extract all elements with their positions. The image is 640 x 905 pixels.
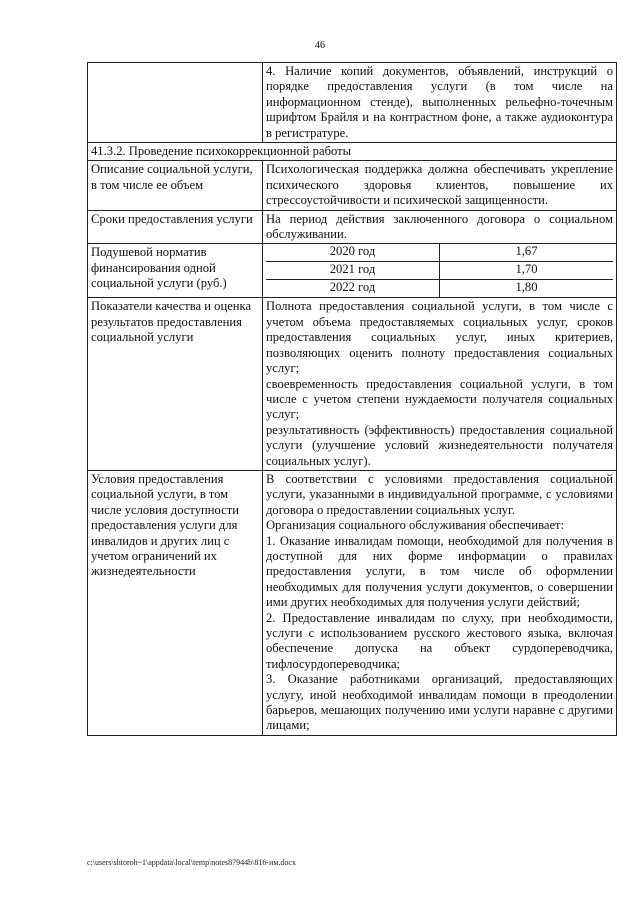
description-label: Описание социальной услуги, в том числе ее объем: [88, 161, 263, 210]
table-row: [88, 470, 617, 735]
conditions-paragraph: В соответствии с условиями предоставления социальной услуги, указанными в индивидуальной программе, с условиями договора о предоставлении социальных услуг.: [266, 471, 613, 517]
quality-paragraph: своевременность предоставления социальной услуги, в том числе с учетом степени нуждаемости получателя социальных услуг;: [266, 376, 613, 422]
conditions-paragraph: 3. Оказание работниками организаций, предоставляющих услугу, иной необходимой инвалидам помощи в преодолении барьеров, мешающих получению ими услуги наравне с другими лицами;: [266, 672, 613, 733]
table-row: [88, 161, 617, 210]
services-table: [87, 62, 617, 736]
norm-value: 1,70: [440, 262, 614, 280]
braille-item-text: 4. Наличие копий документов, объявлений, инструкций о порядке предоставления услуги (в том числе на информационном стенде), выполненных рельефно-точечным шрифтом Брайля и на контрастном фоне, а также аудиоконтура в регистратуре.: [263, 63, 617, 143]
norm-year: 2021 год: [266, 262, 440, 280]
norm-value: 1,67: [440, 244, 614, 262]
norm-values-table: [266, 244, 613, 297]
description-text: Психологическая поддержка должна обеспечивать укрепление психического здоровья клиентов, повышение их стрессоустойчивости и психической защищенности.: [263, 161, 617, 210]
table-row: [88, 244, 617, 298]
norm-row: [266, 262, 613, 280]
file-path-footer: c:\users\shtoroh~1\appdata\local\temp\notes87944b\816-им.docx: [87, 858, 296, 867]
terms-label: Сроки предоставления услуги: [88, 210, 263, 244]
norm-row: [266, 280, 613, 298]
norm-label: Подушевой норматив финансирования одной социальной услуги (руб.): [88, 244, 263, 298]
table-row: [88, 63, 617, 143]
norm-values-cell: [263, 244, 617, 298]
quality-paragraph: Полнота предоставления социальной услуги, в том числе с учетом объема предоставляемых социальных услуг, сроков предоставления социальных услуг, иных критериев, позволяющих оценить полноту предоставления социальных услуг;: [266, 299, 613, 376]
conditions-text: [263, 470, 617, 735]
norm-value: 1,80: [440, 280, 614, 298]
quality-label: Показатели качества и оценка результатов предоставления социальной услуги: [88, 298, 263, 470]
norm-row: [266, 244, 613, 262]
quality-paragraph: результативность (эффективность) предоставления социальной услуги (улучшение условий жизнедеятельности получателя социальных услуг).: [266, 422, 613, 468]
table-row: [88, 298, 617, 470]
section-title: 41.3.2. Проведение психокоррекционной работы: [88, 143, 617, 161]
section-header-row: [88, 143, 617, 161]
conditions-label: Условия предоставления социальной услуги, в том числе условия доступности предоставления услуги для инвалидов и других лиц с учетом ограничений их жизнедеятельности: [88, 470, 263, 735]
conditions-paragraph: 2. Предоставление инвалидам по слуху, при необходимости, услуги с использованием русского жестового языка, включая обеспечение допуска на объект сурдопереводчика, тифлосурдопереводчика;: [266, 610, 613, 671]
quality-text: [263, 298, 617, 470]
empty-label-cell: [88, 63, 263, 143]
conditions-paragraph: 1. Оказание инвалидам помощи, необходимой для получения в доступной для них форме информации о правилах предоставления услуги, в том числе об оформлении необходимых для получения услуги документов, о совершении ими других необходимых для получения услуги действий;: [266, 533, 613, 610]
norm-year: 2022 год: [266, 280, 440, 298]
terms-text: На период действия заключенного договора о социальном обслуживании.: [263, 210, 617, 244]
table-row: [88, 210, 617, 244]
norm-year: 2020 год: [266, 244, 440, 262]
conditions-paragraph: Организация социального обслуживания обеспечивает:: [266, 518, 565, 533]
page-number: 46: [315, 40, 325, 51]
